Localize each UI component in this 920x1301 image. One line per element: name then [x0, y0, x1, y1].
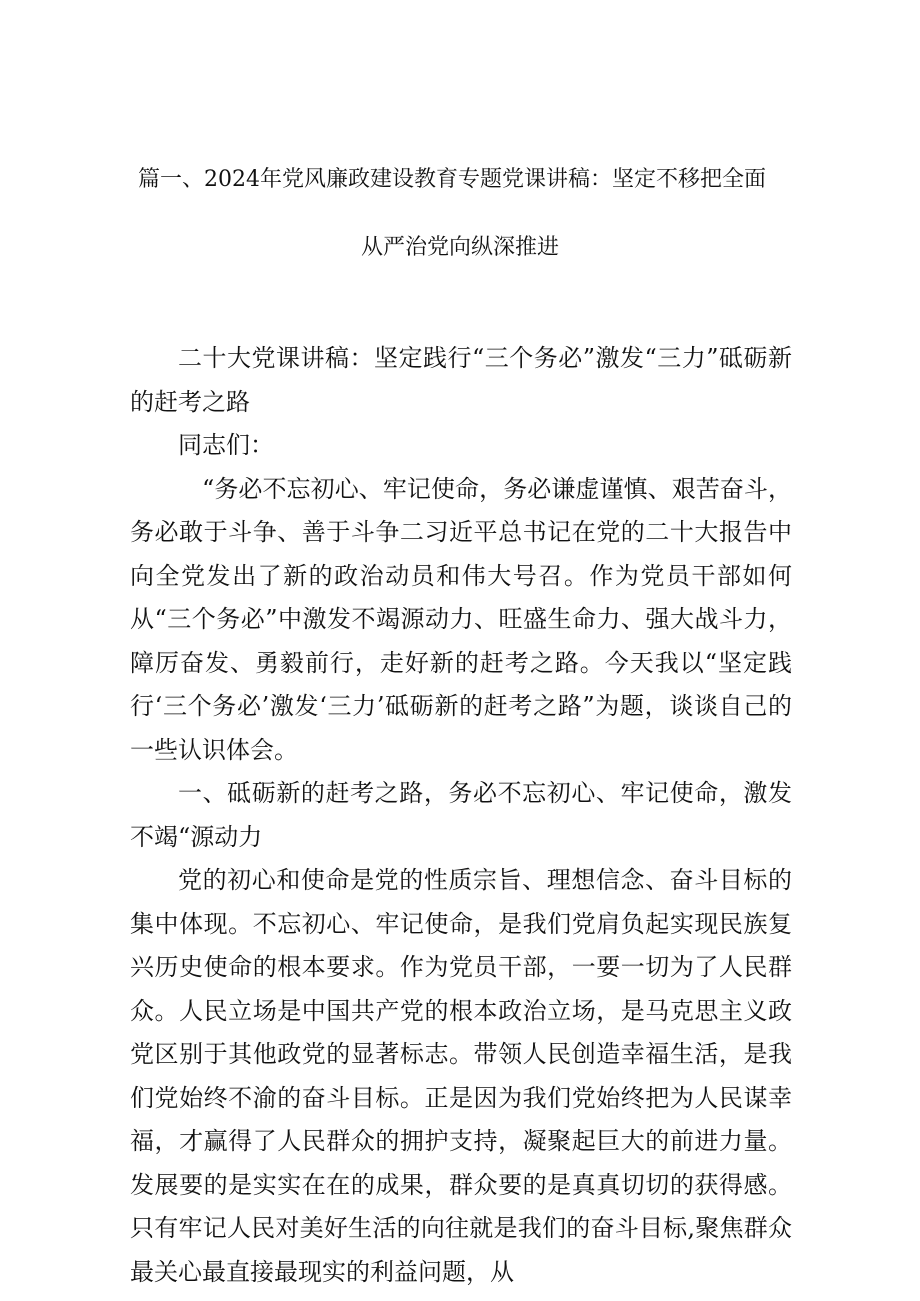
document-title-line-1: 篇一、2024年党风廉政建设教育专题党课讲稿：坚定不移把全面	[138, 167, 766, 192]
document-body	[130, 337, 792, 1294]
paragraph-intro: “务必不忘初心、牢记使命，务必谦虚谨慎、艰苦奋斗，务必敢于斗争、善于斗争二习近平总书记在党的二十大报告中向全党发出了新的政治动员和伟大号召。作为党员干部如何从“三个务必”中激发不竭源动力、旺盛生命力、强大战斗力，障厉奋发、勇毅前行，走好新的赶考之路。今天我以“坚定践行‘三个务必’激发‘三力’砥砺新的赶考之路”为题，谈谈自己的一些认识体会。	[130, 474, 792, 764]
salutation: 同志们：	[178, 431, 274, 459]
document-title-line-2: 从严治党向纵深推进	[360, 235, 559, 260]
section-heading-1: 一、砥砺新的赶考之路，务必不忘初心、牢记使命，激发不竭“源动力	[130, 779, 792, 851]
speech-subtitle: 二十大党课讲稿：坚定践行“三个务必”激发“三力”砥砺新的赶考之路	[130, 344, 792, 416]
paragraph-body: 党的初心和使命是党的性质宗旨、理想信念、奋斗目标的集中体现。不忘初心、牢记使命，是我们党肩负起实现民族复兴历史使命的根本要求。作为党员干部，一要一切为了人民群众。人民立场是中国共产党的根本政治立场，是马克思主义政党区别于其他政党的显著标志。带领人民创造幸福生活，是我们党始终不渝的奋斗目标。正是因为我们党始终把为人民谋幸福，才赢得了人民群众的拥护支持，凝聚起巨大的前进力量。发展要的是实实在在的成果，群众要的是真真切切的获得感。只有牢记人民对美好生活的向往就是我们的奋斗目标,聚焦群众最关心最直接最现实的利益问题，从	[130, 866, 792, 1286]
